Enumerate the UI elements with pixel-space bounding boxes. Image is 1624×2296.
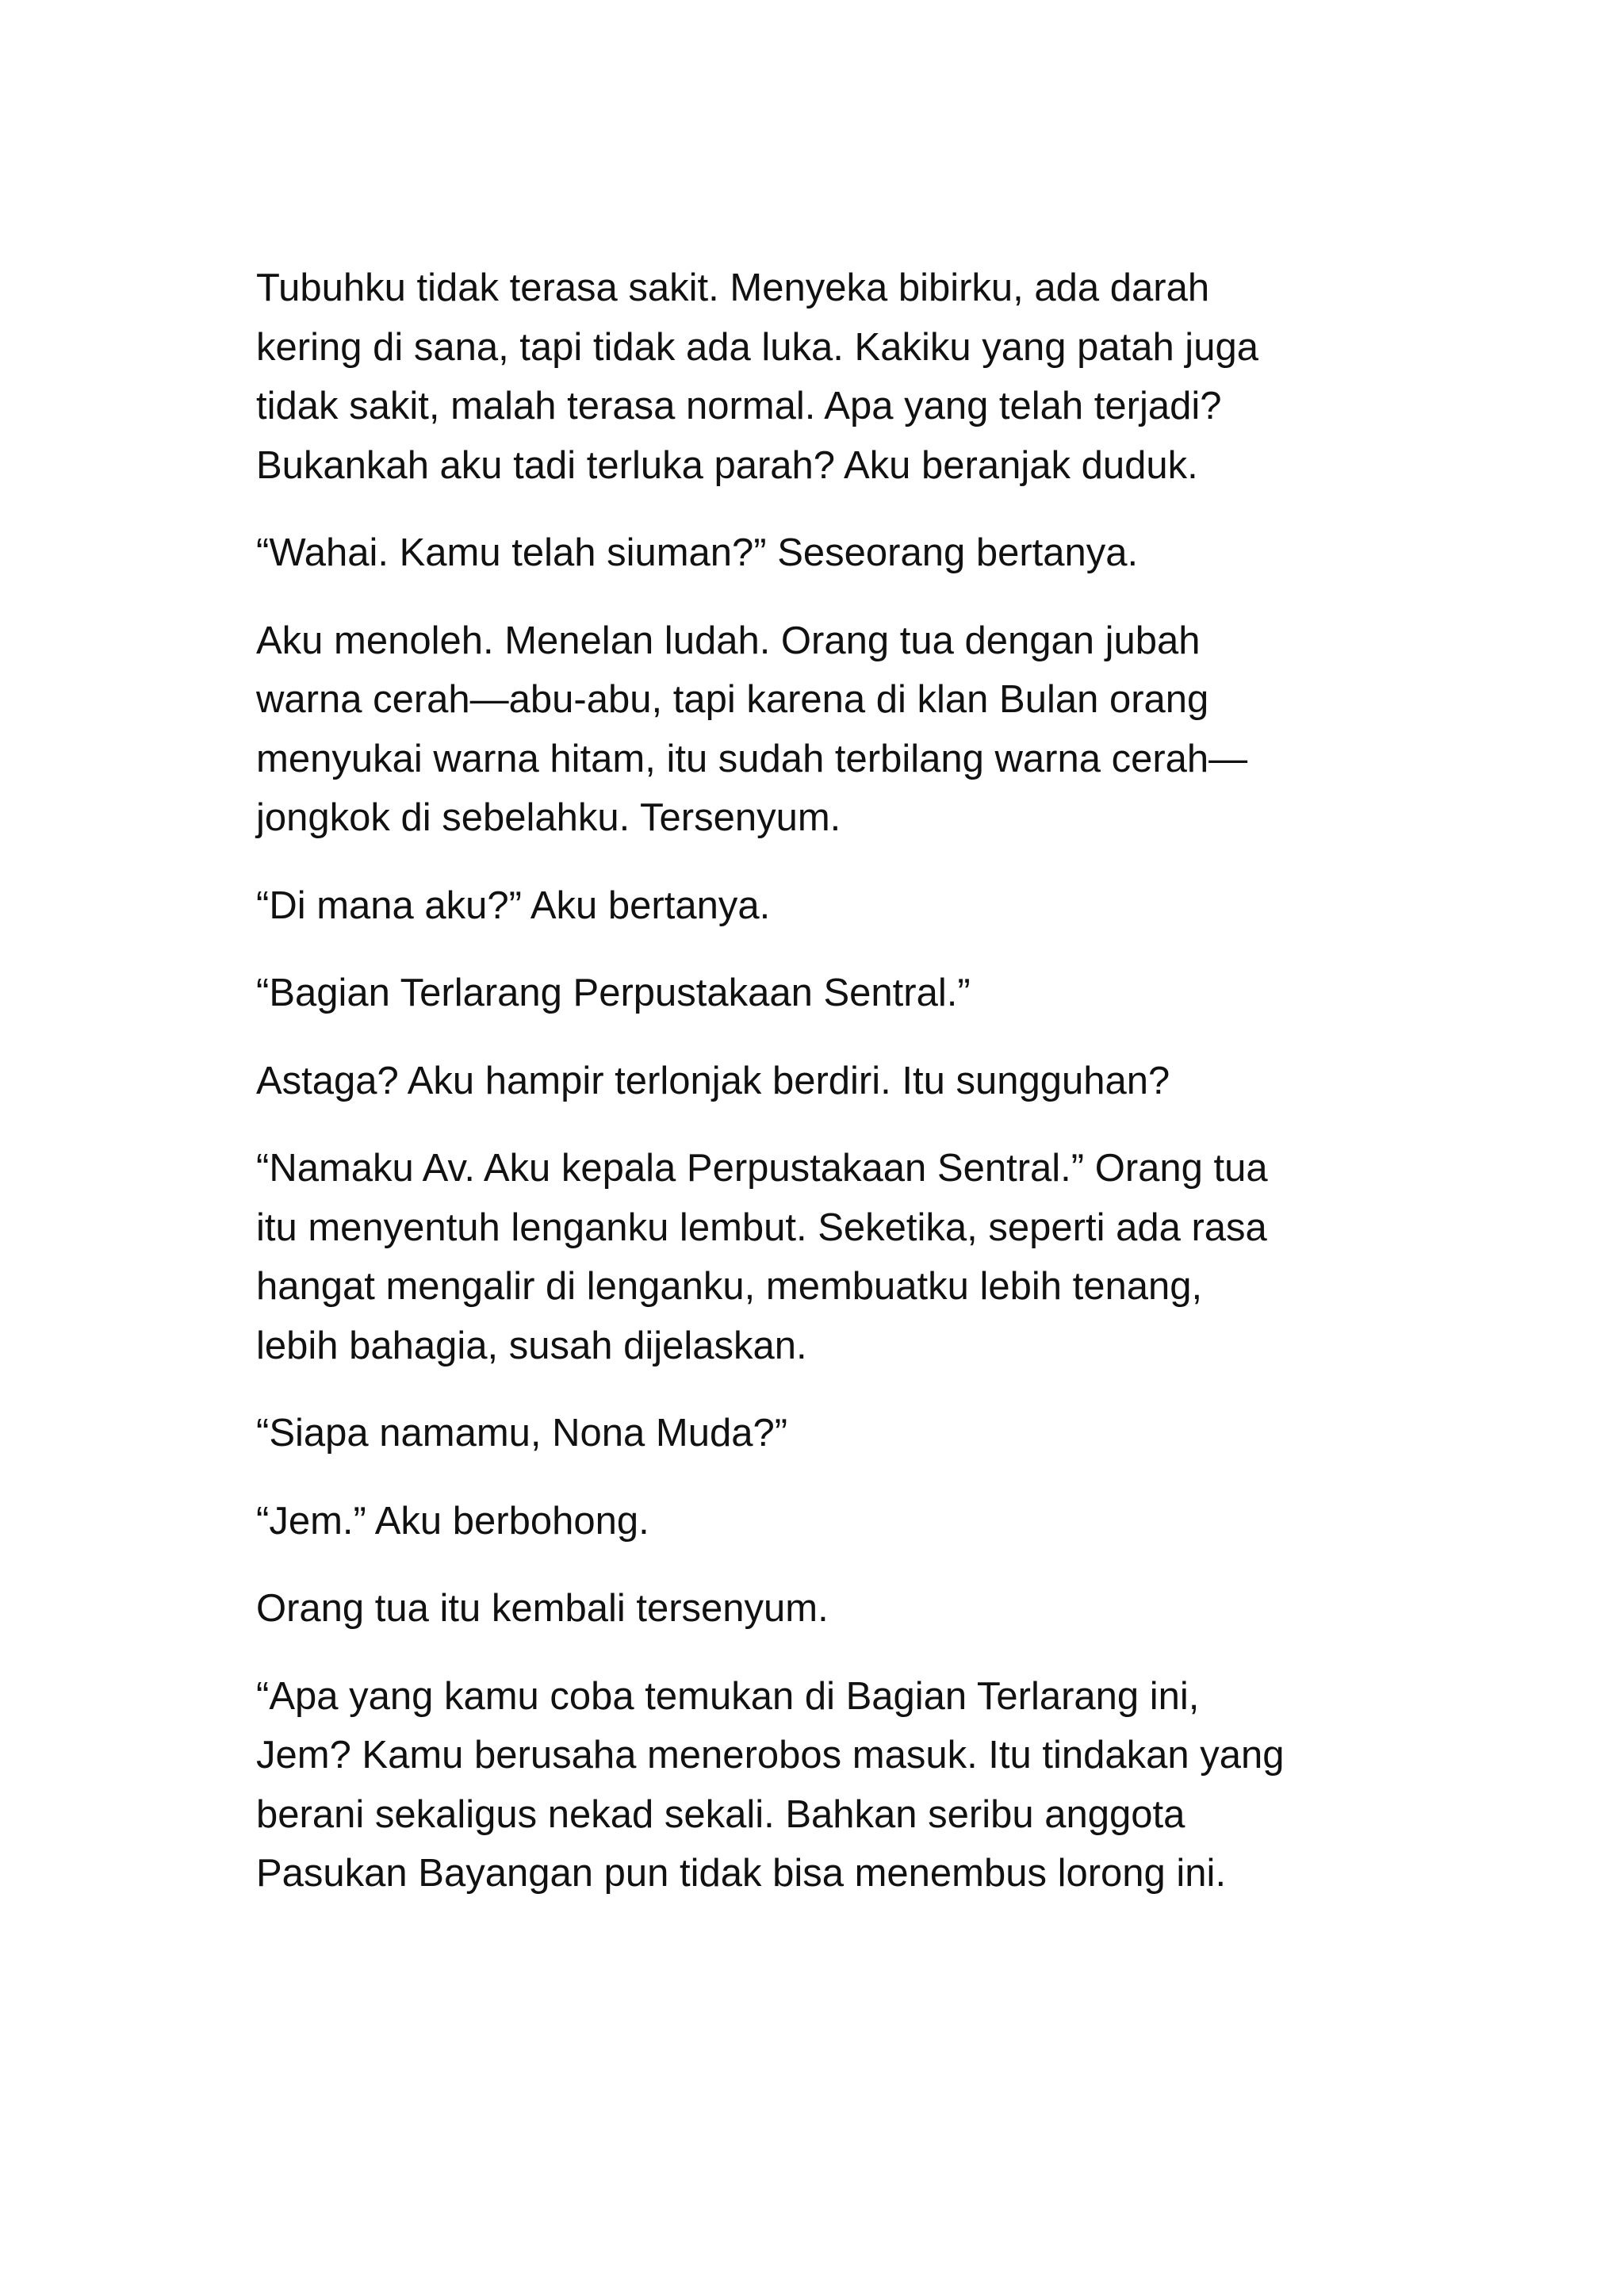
paragraph: [256, 611, 1382, 848]
text-line: Jem? Kamu berusaha menerobos masuk. Itu tindakan yang: [256, 1734, 1285, 1777]
paragraph-spacer: [256, 495, 1382, 523]
paragraph: [256, 876, 1382, 936]
text-line: kering di sana, tapi tidak ada luka. Kakiku yang patah juga: [256, 325, 1258, 369]
paragraph: [256, 1404, 1382, 1463]
text-line: Aku menoleh. Menelan ludah. Orang tua dengan jubah: [256, 619, 1201, 662]
text-line: jongkok di sebelahku. Tersenyum.: [256, 796, 841, 839]
text-line: “Bagian Terlarang Perpustakaan Sentral.”: [256, 972, 971, 1014]
text-line: menyukai warna hitam, itu sudah terbilang warna cerah—: [256, 737, 1248, 780]
text-line: “Wahai. Kamu telah siuman?” Seseorang bertanya.: [256, 531, 1139, 574]
text-line: berani sekaligus nekad sekali. Bahkan seribu anggota: [256, 1792, 1185, 1836]
text-line: “Namaku Av. Aku kepala Perpustakaan Sentral.” Orang tua: [256, 1147, 1268, 1190]
paragraph-spacer: [256, 1375, 1382, 1404]
paragraph: [256, 1139, 1382, 1375]
text-line: hangat mengalir di lenganku, membuatku lebih tenang,: [256, 1265, 1203, 1308]
paragraph-spacer: [256, 1023, 1382, 1052]
text-line: Orang tua itu kembali tersenyum.: [256, 1587, 829, 1630]
paragraph-spacer: [256, 583, 1382, 611]
text-line: tidak sakit, malah terasa normal. Apa yang telah terjadi?: [256, 385, 1222, 427]
text-line: Pasukan Bayangan pun tidak bisa menembus lorong ini.: [256, 1852, 1227, 1895]
paragraph-spacer: [256, 1110, 1382, 1139]
text-line: Tubuhku tidak terasa sakit. Menyeka bibirku, ada darah: [256, 266, 1210, 309]
text-line: warna cerah—abu-abu, tapi karena di klan Bulan orang: [256, 678, 1209, 721]
text-line: “Apa yang kamu coba temukan di Bagian Terlarang ini,: [256, 1674, 1200, 1718]
body-text: [256, 259, 1382, 1903]
text-line: Astaga? Aku hampir terlonjak berdiri. Itu sungguhan?: [256, 1059, 1170, 1102]
paragraph: [256, 259, 1382, 495]
text-line: lebih bahagia, susah dijelaskan.: [256, 1324, 807, 1367]
paragraph-spacer: [256, 935, 1382, 964]
paragraph: [256, 1052, 1382, 1111]
text-line: “Siapa namamu, Nona Muda?”: [256, 1412, 788, 1455]
text-line: Bukankah aku tadi terluka parah? Aku beranjak duduk.: [256, 443, 1198, 487]
paragraph-spacer: [256, 848, 1382, 876]
text-line: “Di mana aku?” Aku bertanya.: [256, 884, 771, 927]
text-line: “Jem.” Aku berbohong.: [256, 1499, 649, 1543]
paragraph-spacer: [256, 1550, 1382, 1579]
paragraph: [256, 1667, 1382, 1903]
text-line: itu menyentuh lenganku lembut. Seketika, seperti ada rasa: [256, 1205, 1267, 1249]
paragraph: [256, 964, 1382, 1023]
paragraph: [256, 1492, 1382, 1551]
paragraph-spacer: [256, 1463, 1382, 1492]
paragraph-spacer: [256, 1639, 1382, 1667]
paragraph: [256, 523, 1382, 583]
paragraph: [256, 1579, 1382, 1639]
